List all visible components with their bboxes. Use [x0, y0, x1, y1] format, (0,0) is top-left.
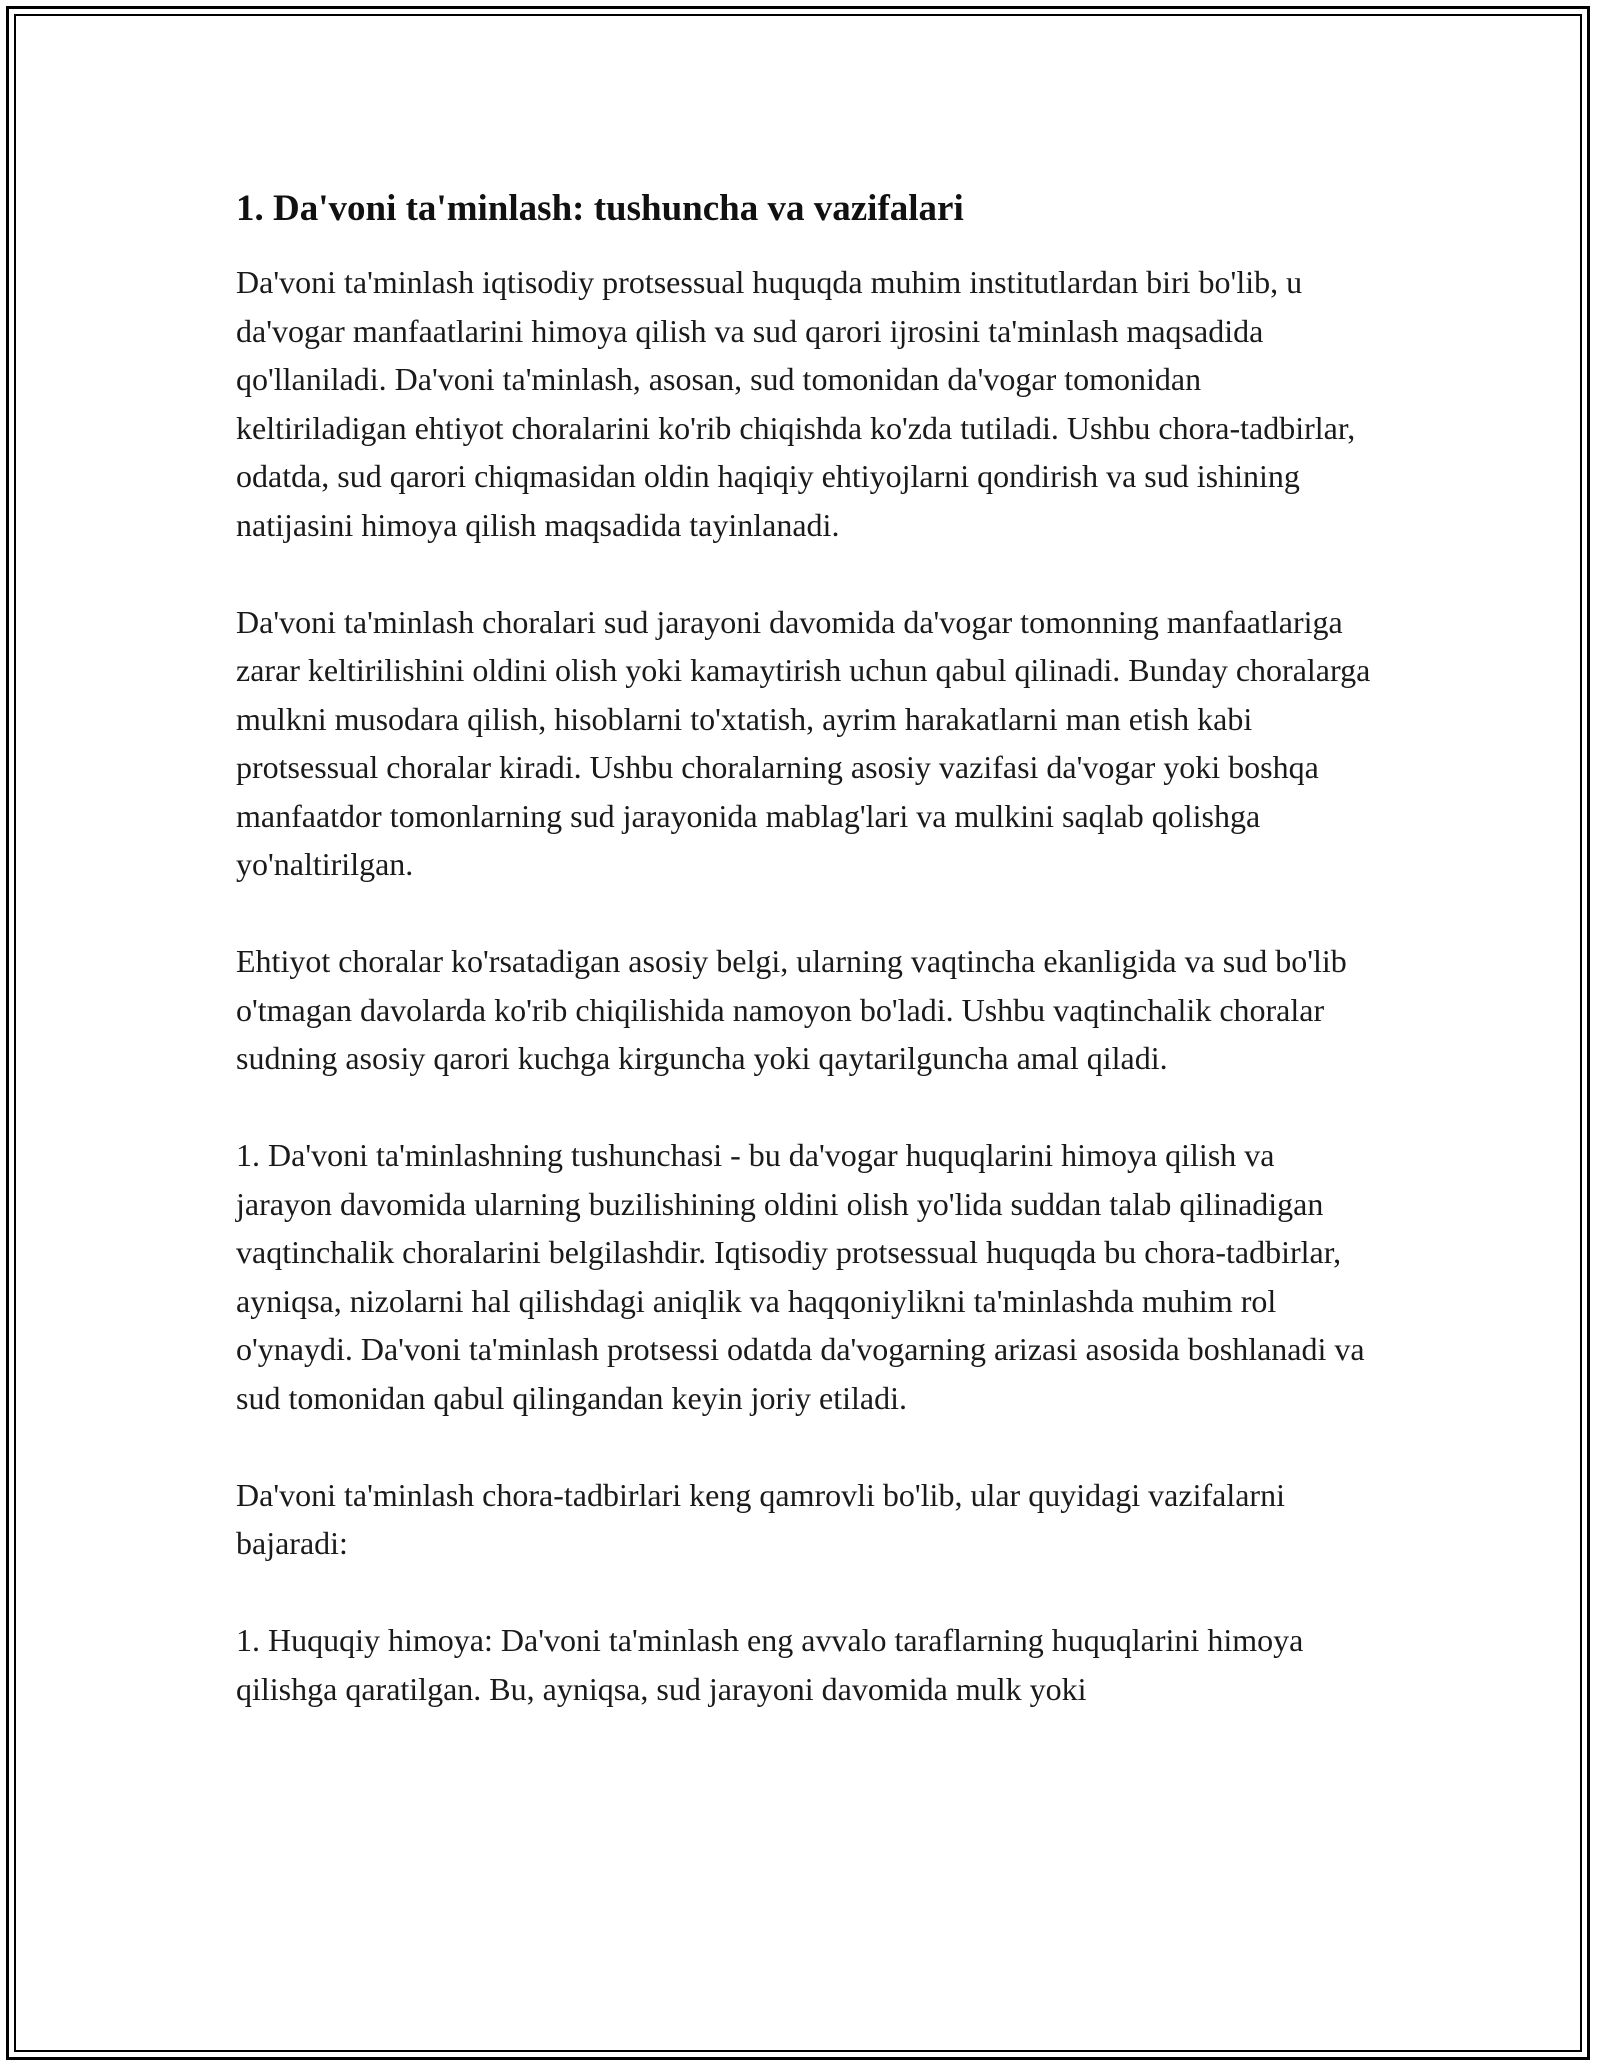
- paragraph-3: Ehtiyot choralar ko'rsatadigan asosiy belgi, ularning vaqtincha ekanligida va sud bo'lib o'tmagan davolarda ko'rib chiqilishida namoyon bo'ladi. Ushbu vaqtinchalik choralar sudning asosiy qarori kuchga kirguncha yoki qaytarilguncha amal qiladi.: [236, 943, 1347, 1077]
- paragraph-4: 1. Da'voni ta'minlashning tushunchasi - bu da'vogar huquqlarini himoya qilish va jarayon davomida ularning buzilishining oldini olish yo'lida suddan talab qilinadigan vaqtinchalik choralarini belgilashdir. Iqtisodiy protsessual huquqda bu chora-tadbirlar, ayniqsa, nizolarni hal qilishdagi aniqlik va haqqoniylikni ta'minlashda muhim rol o'ynaydi. Da'voni ta'minlash protsessi odatda da'vogarning arizasi asosida boshlanadi va sud tomonidan qabul qilingandan keyin joriy etiladi.: [236, 1137, 1365, 1416]
- paragraph-5: Da'voni ta'minlash chora-tadbirlari keng qamrovli bo'lib, ular quyidagi vazifalarni bajaradi:: [236, 1476, 1285, 1562]
- paragraph-1: Da'voni ta'minlash iqtisodiy protsessual huquqda muhim institutlardan biri bo'lib, u da'vogar manfaatlarini himoya qilish va sud qarori ijrosini ta'minlash maqsadida qo'llaniladi. Da'voni ta'minlash, asosan, sud tomonidan da'vogar tomonidan keltiriladigan ehtiyot choralarini ko'rib chiqishda ko'zda tutiladi. Ushbu chora-tadbirlar, odatda, sud qarori chiqmasidan oldin haqiqiy ehtiyojlarni qondirish va sud ishining natijasini himoya qilish maqsadida tayinlanadi.: [236, 264, 1356, 543]
- document-body: [236, 186, 1376, 1762]
- section-heading: 1. Da'voni ta'minlash: tushuncha va vazifalari: [236, 188, 964, 229]
- paragraph-6: 1. Huquqiy himoya: Da'voni ta'minlash eng avvalo taraflarning huquqlarini himoya qilishga qaratilgan. Bu, ayniqsa, sud jarayoni davomida mulk yoki: [236, 1622, 1304, 1707]
- paragraph-2: Da'voni ta'minlash choralari sud jarayoni davomida da'vogar tomonning manfaatlariga zarar keltirilishini oldini olish yoki kamaytirish uchun qabul qilinadi. Bunday choralarga mulkni musodara qilish, hisoblarni to'xtatish, ayrim harakatlarni man etish kabi protsessual choralar kiradi. Ushbu choralarning asosiy vazifasi da'vogar yoki boshqa manfaatdor tomonlarning sud jarayonida mablag'lari va mulkini saqlab qolishga yo'naltirilgan.: [236, 603, 1371, 883]
